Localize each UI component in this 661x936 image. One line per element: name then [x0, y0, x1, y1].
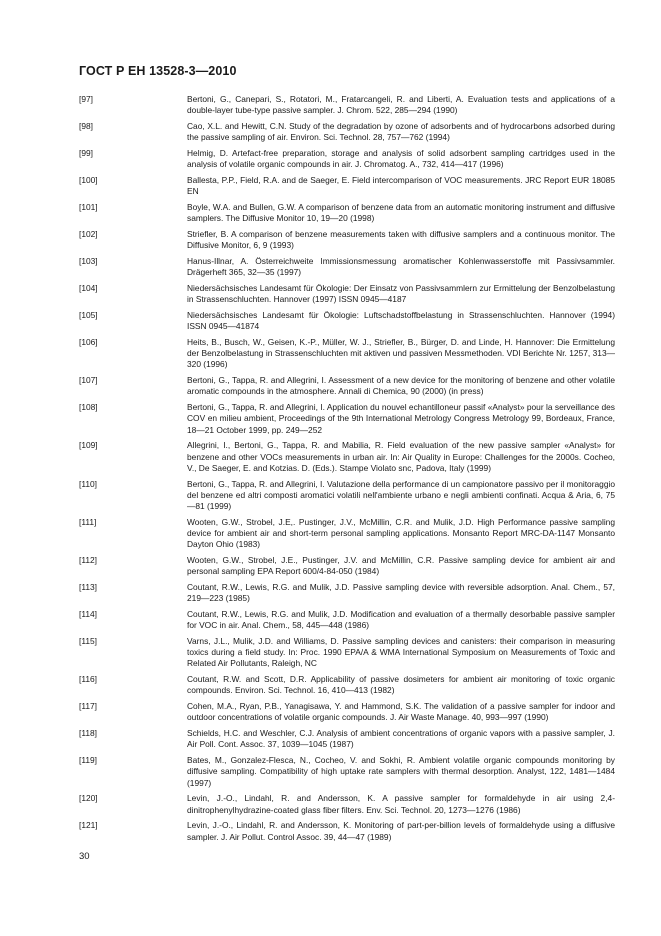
- reference-text: Boyle, W.A. and Bullen, G.W. A comparison of benzene data from an automatic monitoring instrument and diffusive samplers. The Diffusive Monitor 10, 19—20 (1998): [187, 202, 615, 224]
- reference-item: [79, 820, 615, 842]
- reference-text: Ballesta, P.P., Field, R.A. and de Saeger, E. Field intercomparison of VOC measurements. JRC Report EUR 18085 EN: [187, 175, 615, 197]
- reference-item: [79, 517, 615, 551]
- reference-item: [79, 121, 615, 143]
- reference-item: [79, 479, 615, 513]
- reference-item: [79, 337, 615, 371]
- reference-number: [114]: [79, 609, 98, 620]
- reference-text: Coutant, R.W., Lewis, R.G. and Mulik, J.D. Passive sampling device with reversible adsorption. Anal. Chem., 57, 219—223 (1985): [187, 582, 615, 604]
- reference-number: [107]: [79, 375, 98, 386]
- reference-text: Coutant, R.W. and Scott, D.R. Applicability of passive dosimeters for ambient air monitoring of toxic organic compounds. Environ. Sci. Technol. 16, 410—413 (1982): [187, 674, 615, 696]
- reference-number: [118]: [79, 728, 98, 739]
- reference-item: [79, 755, 615, 789]
- reference-item: [79, 283, 615, 305]
- reference-item: [79, 555, 615, 577]
- reference-number: [105]: [79, 310, 98, 320]
- reference-text: Bertoni, G., Tappa, R. and Allegrini, I. Application du nouvel echantilloneur passif «Analyst» pour la serveillance des COV en milieu ambient, Proceedings of the 9th International Metrology Congress Metrology 99, Bordeaux, France, 18—21 October 1999, pp. 249—252: [187, 402, 615, 435]
- reference-text: Bertoni, G., Tappa, R. and Allegrini, I. Assessment of a new device for the monitoring of benzene and other volatile aromatic compounds in the atmosphere. Annali di Chemica, 90 (2000) (in press): [187, 375, 615, 397]
- reference-text: Niedersächsisches Landesamt für Ökologie: Der Einsatz von Passivsammlern zur Ermittelung der Benzolbelastung in Strassenschluchten. Hannover (1997) ISSN 0945—4187: [187, 283, 615, 305]
- reference-text: Hanus-Illnar, A. Österreichweite Immissionsmessung aromatischer Kohlenwasserstoffe mit Passivsammler. Drägerheft 365, 32—35 (1997): [187, 256, 615, 278]
- reference-item: [79, 582, 615, 604]
- reference-number: [106]: [79, 337, 98, 347]
- reference-number: [100]: [79, 175, 98, 185]
- reference-number: [102]: [79, 229, 98, 239]
- reference-item: [79, 94, 615, 116]
- reference-number: [103]: [79, 256, 98, 266]
- reference-item: [79, 609, 615, 631]
- reference-number: [113]: [79, 582, 98, 593]
- reference-number: [98]: [79, 121, 93, 131]
- reference-text: Coutant, R.W., Lewis, R.G. and Mulik, J.D. Modification and evaluation of a thermally desorbable passive sampler for VOC in air. Anal. Chem., 58, 445—448 (1986): [187, 609, 615, 631]
- reference-number: [119]: [79, 755, 98, 766]
- reference-text: Cao, X.L. and Hewitt, C.N. Study of the degradation by ozone of adsorbents and of hydrocarbons adsorbed during the passive sampling of air. Environ. Sci. Technol. 28, 757—762 (1994): [187, 121, 615, 143]
- reference-text: Varns, J.L., Mulik, J.D. and Williams, D. Passive sampling devices and canisters: their comparison in measuring toxics during a field study. In: Proc. 1990 EPA/A & WMA International Symposium on Measurements of Toxic and Related Air Pollutants, Raleigh, NC: [187, 636, 615, 669]
- reference-text: Bertoni, G., Tappa, R. and Allegrini, I. Valutazione della performance di un campionatore passivo per il monitoraggio del benzene ed altri composti aromatici volatili nell'ambiente urbano e negli ambienti confinati. Acqua & Aria, 6, 75—81 (1999): [187, 478, 615, 512]
- reference-number: [115]: [79, 636, 98, 647]
- reference-text: Helmig, D. Artefact-free preparation, storage and analysis of solid adsorbent sampling cartridges used in the analysis of volatile organic compounds in air. J. Chromatog. A., 732, 414—417 (1996): [187, 148, 615, 170]
- reference-number: [99]: [79, 148, 93, 158]
- reference-number: [97]: [79, 94, 93, 104]
- reference-item: [79, 175, 615, 197]
- page-header-title: ГОСТ Р ЕН 13528-3—2010: [79, 64, 237, 78]
- reference-item: [79, 229, 615, 251]
- reference-item: [79, 728, 615, 750]
- reference-text: Cohen, M.A., Ryan, P.B., Yanagisawa, Y. and Hammond, S.K. The validation of a passive sampler for indoor and outdoor concentrations of volatile organic compounds. J. Air Waste Manage. 40, 993—997 (1990): [187, 701, 615, 723]
- reference-item: [79, 440, 615, 474]
- reference-number: [109]: [79, 440, 98, 451]
- reference-list: [79, 94, 615, 847]
- reference-item: [79, 674, 615, 696]
- reference-item: [79, 793, 615, 815]
- reference-item: [79, 701, 615, 723]
- reference-item: [79, 375, 615, 397]
- reference-item: [79, 310, 615, 332]
- reference-text: Levin, J.-O., Lindahl, R. and Andersson, K. Monitoring of part-per-billion levels of formaldehyde using a diffusive sampler. J. Air Pollut. Control Assoc. 39, 44—47 (1989): [187, 820, 615, 842]
- page-number: 30: [79, 851, 90, 862]
- reference-text: Wooten, G.W., Strobel, J.E., Pustinger, J.V. and McMillin, C.R. Passive sampling device for ambient air and personal sampling EPA Report 600/4-84-050 (1984): [187, 555, 615, 577]
- reference-text: Heits, B., Busch, W., Geisen, K.-P., Müller, W. J., Striefler, B., Bürger, D. and Linde, H. Hannover: Die Ermittelung der Benzolbelastung in Strassenschluchten mit aktiven und passiven Messmethoden. VDI Berichte Nr. 1257, 313—320 (1996): [187, 337, 615, 370]
- reference-number: [120]: [79, 793, 98, 804]
- reference-number: [117]: [79, 701, 98, 712]
- reference-text: Levin, J.-O., Lindahl, R. and Andersson, K. A passive sampler for formaldehyde in air using 2,4-dinitrophenylhydrazine-coated glass fiber filters. Env. Sci. Technol. 20, 1273—1276 (1986): [187, 793, 615, 815]
- reference-text: Bertoni, G., Canepari, S., Rotatori, M., Fratarcangeli, R. and Liberti, A. Evaluation tests and applications of a double-layer tube-type passive sampler. J. Chrom. 522, 285—294 (1990): [187, 94, 615, 116]
- reference-text: Niedersächsisches Landesamt für Ökologie: Luftschadstoffbelastung in Strassenschluchten. Hannover (1994) ISSN 0945—41874: [187, 310, 615, 332]
- reference-item: [79, 402, 615, 436]
- reference-number: [108]: [79, 402, 98, 413]
- reference-text: Schields, H.C. and Weschler, C.J. Analysis of ambient concentrations of organic vapors with a passive sampler, J. Air Poll. Cont. Assoc. 37, 1039—1045 (1987): [187, 728, 615, 750]
- reference-text: Striefler, B. A comparison of benzene measurements taken with diffusive samplers and a continuous monitor. The Diffusive Monitor, 6, 9 (1993): [187, 229, 615, 251]
- reference-text: Wooten, G.W., Strobel, J.E,. Pustinger, J.V., McMillin, C.R. and Mulik, J.D. High Performance passive sampling device for ambient air and short-term personal sampling applications. Monsanto Report MRC-DA-1147 Monsanto Dayton Ohio (1983): [187, 516, 615, 550]
- reference-item: [79, 256, 615, 278]
- reference-item: [79, 636, 615, 670]
- reference-item: [79, 148, 615, 170]
- reference-number: [110]: [79, 478, 98, 489]
- reference-number: [116]: [79, 674, 98, 685]
- reference-text: Bates, M., Gonzalez-Flesca, N., Cocheo, V. and Sokhi, R. Ambient volatile organic compounds monitoring by diffusive sampling. Compatibility of high uptake rate samplers with thermal desorption. Analyst, 122, 1481—1484 (1997): [187, 755, 615, 788]
- reference-item: [79, 202, 615, 224]
- reference-number: [112]: [79, 555, 98, 566]
- reference-number: [104]: [79, 283, 98, 293]
- reference-number: [111]: [79, 516, 97, 527]
- reference-number: [121]: [79, 820, 98, 831]
- reference-number: [101]: [79, 202, 98, 212]
- reference-text: Allegrini, I., Bertoni, G., Tappa, R. and Mabilia, R. Field evaluation of the new passive sampler «Analyst» for benzene and other VOCs measurements in urban air. In: Air Quality in Europe: Challenges for the 2000s. Cocheo, V., De Saeger, E. and Kotzias. D. (Eds.). Stampe Violato snc, Padova, Italy (1999): [187, 440, 615, 473]
